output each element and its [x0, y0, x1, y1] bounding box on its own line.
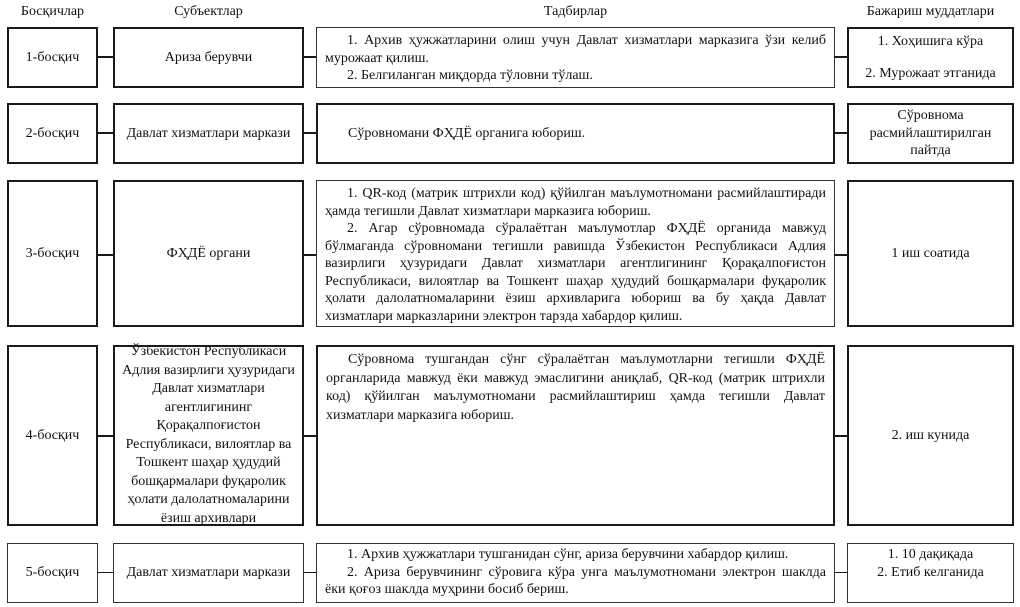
header-stages: Босқичлар [20, 4, 85, 19]
header-subjects: Субъектлар [174, 4, 243, 19]
action-item: 1. Архив ҳужжатлари тушганидан сўнг, ариза берувчини хабардор қилиш. [347, 547, 789, 562]
deadline-item: 2. Етиб келганида [877, 564, 984, 580]
connector [303, 56, 317, 58]
connector [834, 132, 848, 134]
deadline-1-box [847, 27, 1014, 88]
connector [303, 132, 317, 134]
deadline-4-box [847, 345, 1014, 526]
stage-label: 2-босқич [25, 125, 80, 141]
action-item: 2. Агар сўровномада сўралаётган маълумотлар ФҲДЁ органида мавжуд бўлмаганда сўровномани тегишли равишда Ўзбекистон Республикаси Адлия вазирлиги ҳузуридаги Давлат хизматлари агентлигининг Қорақалпоғистон Республикаси, вилоятлар ва Тошкент шаҳар ҳудудий бошқармалари фуқаролик ҳолати далолатномаларини ёзиш архивларига юбориш ва бу ҳақда Давлат хизматлари марказларини электрон тарзда хабардор қилиш. [325, 221, 826, 324]
subject-4-box [113, 345, 304, 526]
stage-1-box [7, 27, 98, 88]
subject-label: Давлат хизматлари маркази [126, 125, 291, 141]
subject-5-box [113, 543, 304, 603]
deadline-2-box [847, 103, 1014, 164]
stage-label: 1-босқич [25, 49, 80, 65]
deadline-item: 1. 10 дақиқада [887, 547, 974, 562]
deadline-5-box [847, 543, 1014, 603]
action-item: 1. Архив ҳужжатларини олиш учун Давлат хизматлари марказига ўзи келиб мурожаат қилиш. [325, 33, 826, 66]
connector [97, 572, 114, 573]
actions-1-box [316, 27, 835, 88]
connector [834, 56, 848, 58]
deadline-item: 2. иш кунида [891, 427, 970, 443]
connector [834, 435, 848, 437]
action-item: Сўровномани ФҲДЁ органига юбориш. [348, 125, 586, 141]
connector [834, 254, 848, 256]
actions-5-box [316, 543, 835, 603]
subject-1-box [113, 27, 304, 88]
deadline-3-box [847, 180, 1014, 327]
connector [97, 132, 114, 134]
deadline-item: Сўровнома расмийлаштирилган пайтда [869, 108, 992, 159]
stage-label: 3-босқич [25, 245, 80, 261]
subject-label: ФҲДЁ органи [166, 245, 251, 261]
action-item: 2. Ариза берувчининг сўровига кўра унга маълумотномани электрон шаклда ёки қоғоз шаклда муҳрини босиб бериш. [325, 564, 826, 597]
deadline-item: 1 иш соатида [891, 245, 970, 261]
action-item: Сўровнома тушгандан сўнг сўралаётган маълумотларни тегишли ФҲДЁ органларида мавжуд ёки мавжуд эмаслигини аниқлаб, QR-код (матрик штрихли код) қўйилган маълумотномани расмийлаштириш ҳамда тегишли Давлат хизматлари марказига юбориш. [326, 352, 825, 423]
action-item: 1. QR-код (матрик штрихли код) қўйилган маълумотномани расмийлаштиради ҳамда тегишли Давлат хизматлари марказига юбориш. [325, 186, 826, 219]
connector [303, 572, 317, 573]
actions-4-box [316, 345, 835, 526]
connector [97, 254, 114, 256]
subject-label: Ўзбекистон Республикаси Адлия вазирлиги ҳузуридаги Давлат хизматлари агентлигининг Қорақалпоғистон Республикаси, вилоятлар ва Тошкент шаҳар ҳудудий бошқармалари фуқаролик ҳолати далолатномаларини ёзиш архивлари [122, 344, 295, 526]
actions-2-box [316, 103, 835, 164]
connector [303, 254, 317, 256]
subject-2-box [113, 103, 304, 164]
actions-3-box [316, 180, 835, 327]
subject-label: Давлат хизматлари маркази [126, 565, 291, 581]
stage-4-box [7, 345, 98, 526]
deadline-item: 1. Хоҳишига кўра [877, 34, 984, 49]
header-deadlines: Бажариш муддатлари [866, 4, 995, 19]
connector [97, 56, 114, 58]
stage-3-box [7, 180, 98, 327]
subject-label: Ариза берувчи [164, 49, 253, 65]
header-actions: Тадбирлар [543, 4, 608, 19]
connector [97, 435, 114, 437]
stage-5-box [7, 543, 98, 603]
connector [834, 572, 848, 573]
subject-3-box [113, 180, 304, 327]
stage-label: 5-босқич [25, 565, 80, 581]
connector [303, 435, 317, 437]
deadline-item: 2. Мурожаат этганида [865, 65, 996, 81]
stage-2-box [7, 103, 98, 164]
stage-label: 4-босқич [25, 427, 80, 443]
action-item: 2. Белгиланган миқдорда тўловни тўлаш. [347, 68, 593, 83]
